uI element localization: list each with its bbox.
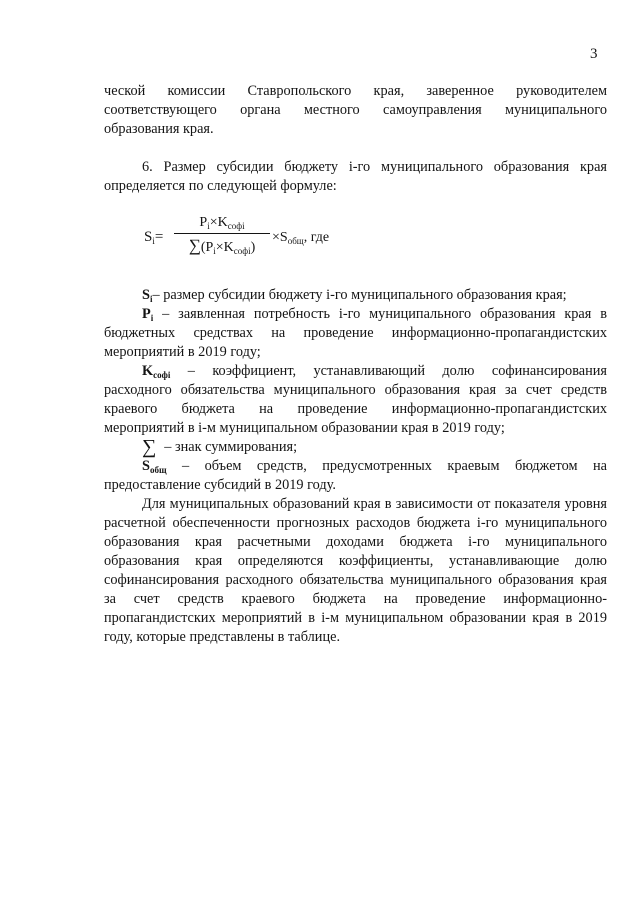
formula-rhs: $\times S_{общ}$, где (272, 230, 330, 246)
definition-ksof: $K_{софi}$ – коэффициент, устанавливающий долю софинансирования расходного обязательства муниципального образования края за счет средств краевого бюджета на проведение информационно-пропагандистских мероприятий в i-м муниципальном образовании края в 2019 году; (104, 363, 607, 436)
paragraph-6: 6. Размер субсидии бюджету i-го муниципального образования края определяется по следующей формуле: (104, 159, 607, 194)
sum-symbol: ∑ (188, 236, 201, 255)
document-body (104, 82, 607, 647)
definition-sobsh: $S_{общ}$ – объем средств, предусмотренных краевым бюджетом на предоставление субсидий в 2019 году. (104, 458, 607, 493)
page-number: 3 (590, 46, 598, 62)
definition-pi: $P_i$ – заявленная потребность i-го муниципального образования края в бюджетных средствах на проведение информационно-пропагандистских мероприятий в 2019 году; (104, 306, 607, 360)
formula-lhs: $S_i=$ (144, 229, 164, 246)
definition-sigma: ∑ – знак суммирования; (142, 436, 298, 458)
definition-si: $S_i-$ размер субсидии бюджету i-го муниципального образования края; (142, 287, 567, 304)
paragraph-intro: ческой комиссии Ставропольского края, заверенное руководителем соответствующего органа местного самоуправления муниципального образования края. (104, 83, 607, 137)
formula-denominator: $\sum(P_i\times K_{софi})$ (188, 236, 256, 256)
subsidy-formula (144, 214, 607, 270)
formula-fraction (174, 214, 270, 256)
paragraph-final: Для муниципальных образований края в зависимости от показателя уровня расчетной обеспеченности прогнозных расходов бюджета i-го муниципального образования края расчетными доходами бюджета i-го муниципального образования края определяются коэффициенты, устанавливающие долю софинансирования расходного обязательства муниципального образования края за счет средств краевого бюджета на проведение информационно-пропагандистских мероприятий в i-м муниципальном образовании края в 2019 году, которые представлены в таблице. (104, 496, 607, 645)
formula-numerator: $P_i\times K_{софi}$ (174, 214, 270, 234)
